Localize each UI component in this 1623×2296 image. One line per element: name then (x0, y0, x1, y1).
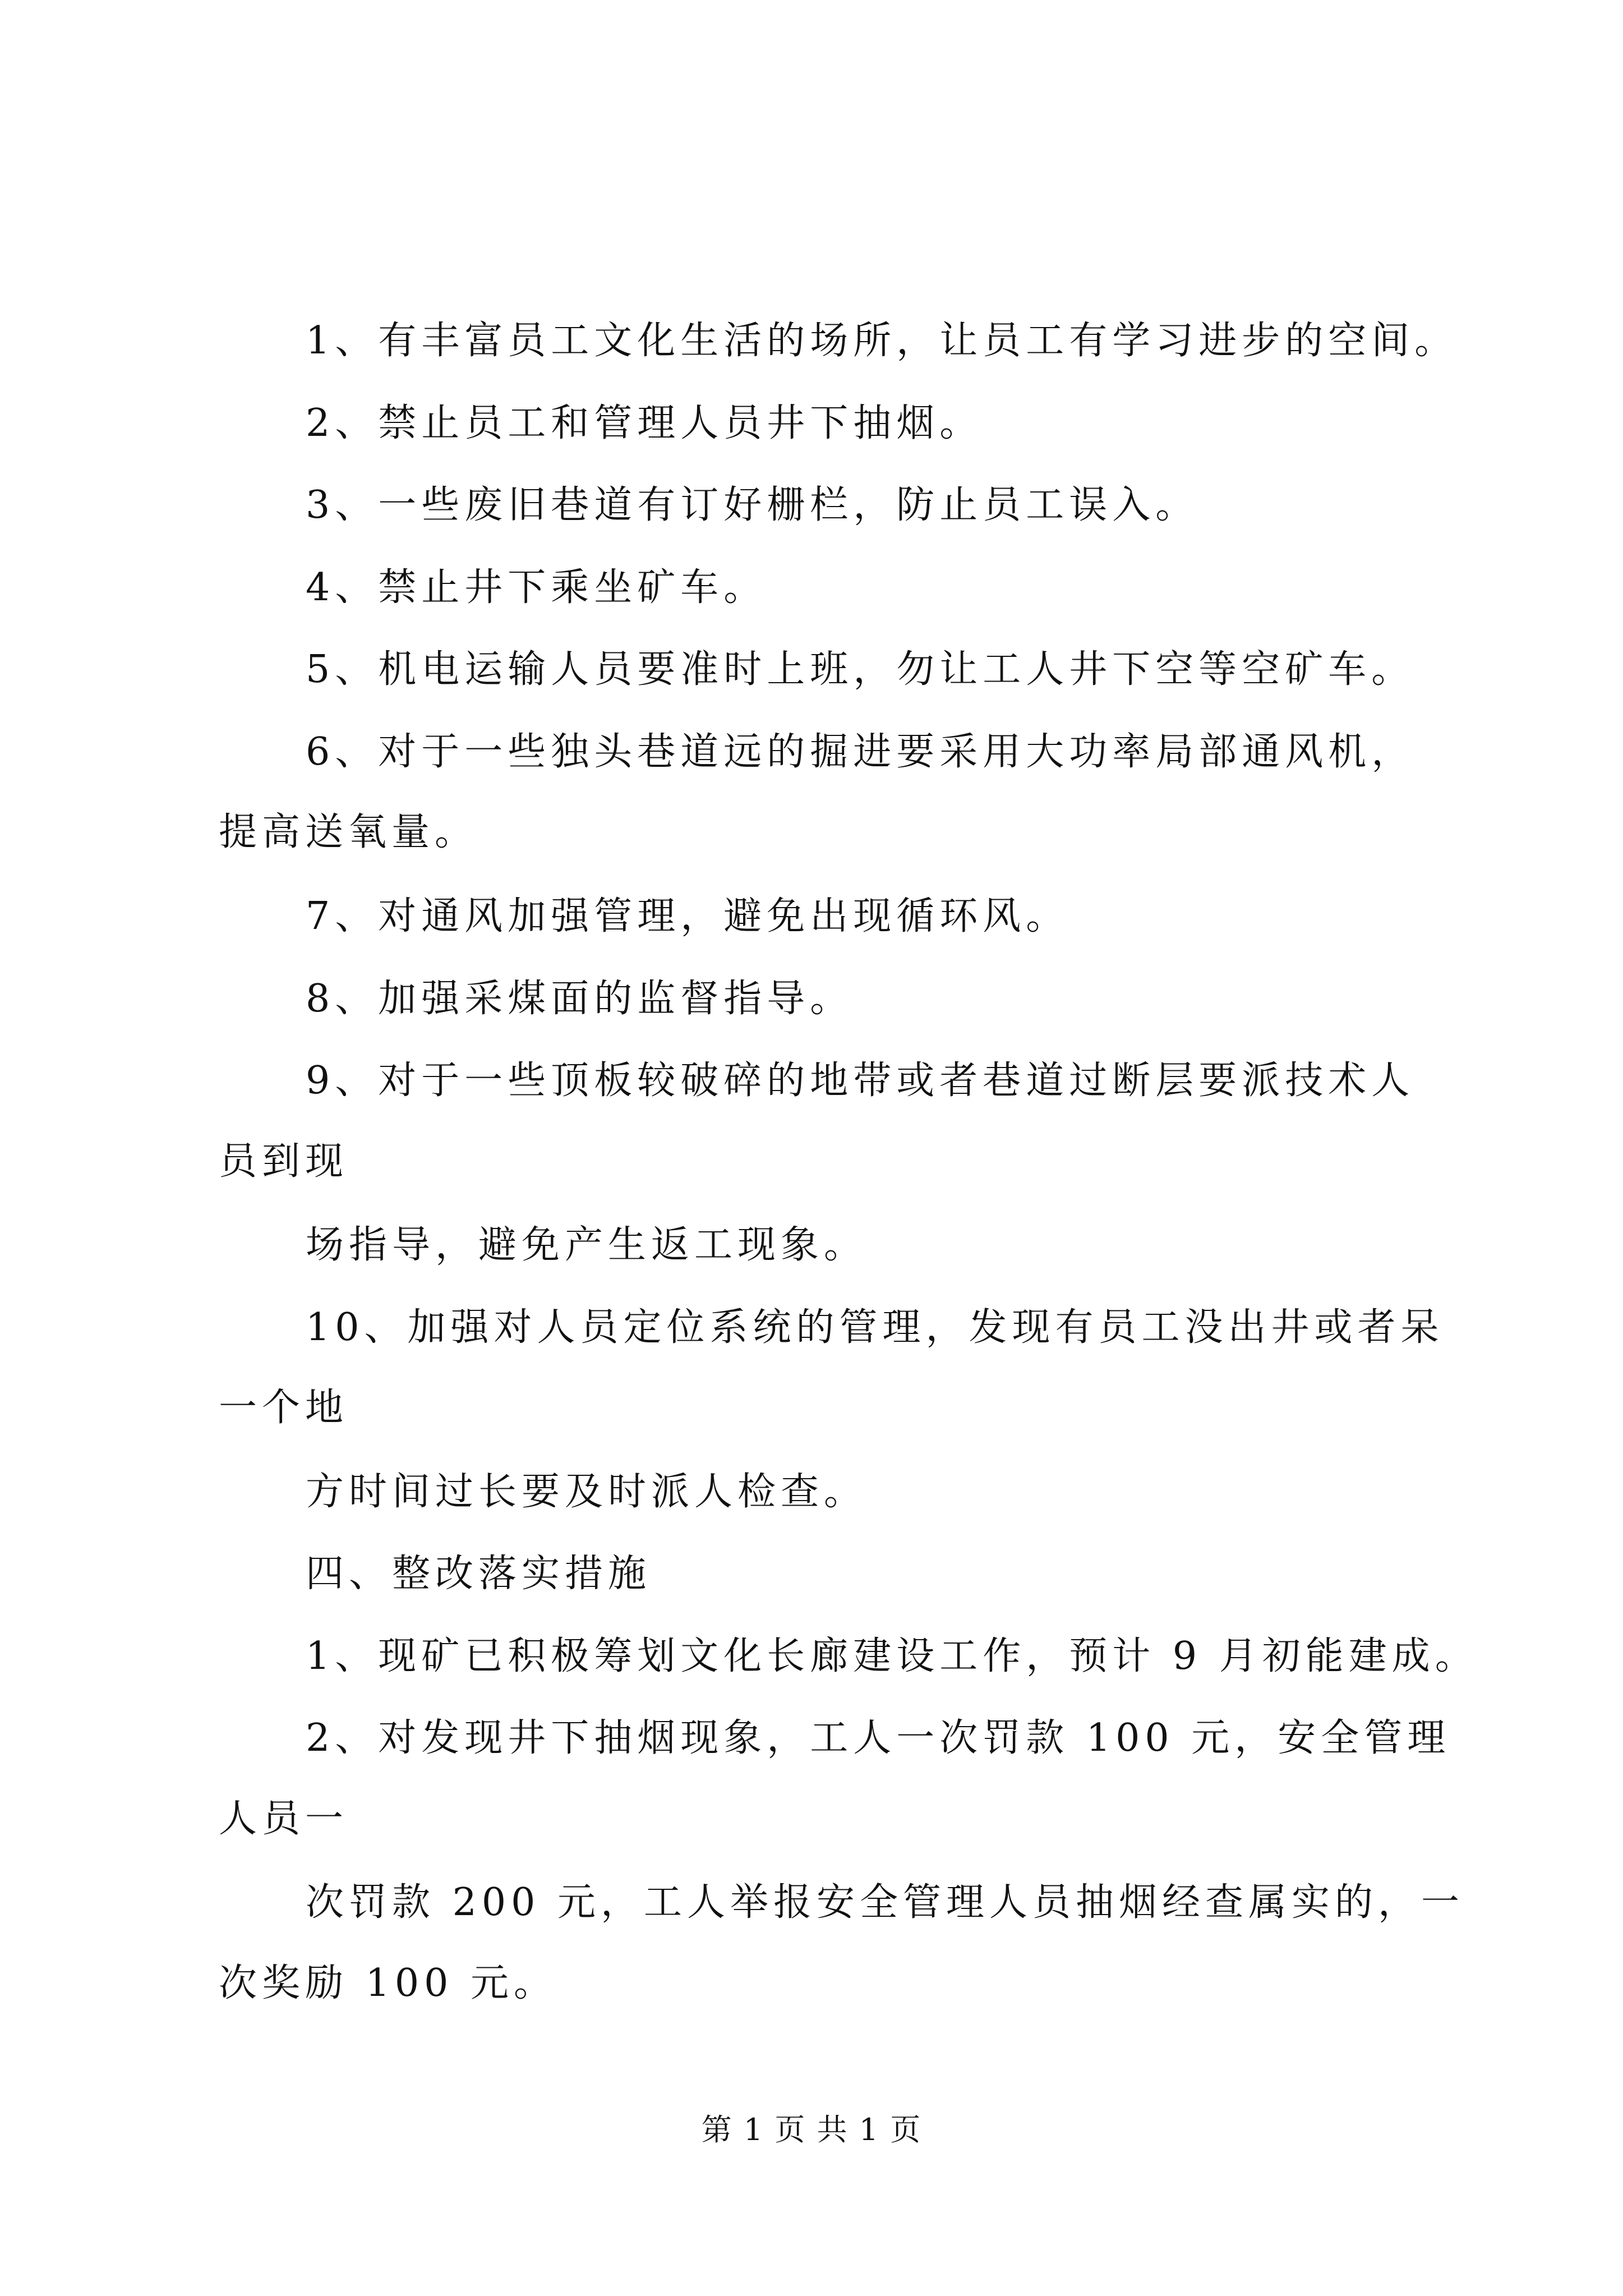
paragraph-line: 1、现矿已积极筹划文化长廊建设工作，预计 9 月初能建成。 (306, 1634, 1478, 1678)
paragraph-line: 次罚款 200 元，工人举报安全管理人员抽烟经查属实的，一 (306, 1880, 1465, 1925)
paragraph-line: 员到现 (219, 1139, 349, 1184)
paragraph-line: 1、有丰富员工文化生活的场所，让员工有学习进步的空间。 (306, 319, 1458, 363)
paragraph-line: 5、机电运输人员要准时上班，勿让工人井下空等空矿车。 (306, 647, 1415, 692)
paragraph-line: 10、加强对人员定位系统的管理，发现有员工没出井或者呆 (306, 1305, 1444, 1350)
paragraph-line: 7、对通风加强管理，避免出现循环风。 (306, 894, 1069, 938)
paragraph-line: 一个地 (219, 1386, 349, 1430)
paragraph-line: 2、禁止员工和管理人员井下抽烟。 (306, 401, 983, 445)
paragraph-line: 4、禁止井下乘坐矿车。 (306, 565, 767, 610)
paragraph-line: 人员一 (219, 1797, 349, 1841)
paragraph-line: 6、对于一些独头巷道远的掘进要采用大功率局部通风机， (306, 730, 1415, 774)
paragraph-line: 方时间过长要及时派人检查。 (306, 1470, 868, 1514)
section-heading: 四、整改落实措施 (306, 1552, 652, 1596)
paragraph-line: 8、加强采煤面的监督指导。 (306, 977, 854, 1021)
paragraph-line: 提高送氧量。 (219, 810, 478, 854)
paragraph-line: 次奖励 100 元。 (219, 1961, 557, 2005)
paragraph-line: 2、对发现井下抽烟现象，工人一次罚款 100 元，安全管理 (306, 1716, 1451, 1760)
paragraph-line: 场指导，避免产生返工现象。 (306, 1223, 868, 1267)
paragraph-line: 3、一些废旧巷道有订好栅栏，防止员工误入。 (306, 483, 1199, 527)
paragraph-line: 9、对于一些顶板较破碎的地带或者巷道过断层要派技术人 (306, 1059, 1415, 1103)
page-footer: 第 1 页 共 1 页 (701, 2112, 922, 2147)
